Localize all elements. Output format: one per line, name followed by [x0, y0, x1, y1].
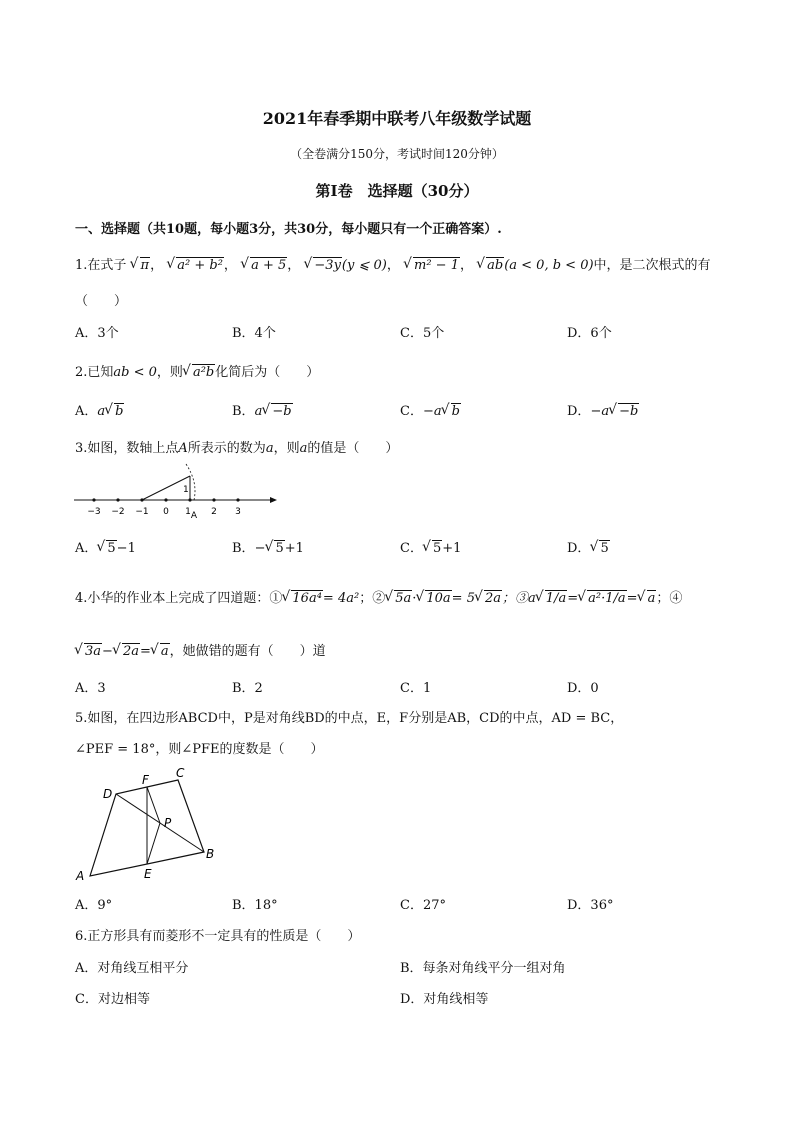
q4-option-d[interactable]: D．0	[567, 681, 599, 696]
question-2-stem: 2.已知ab < 0，则√ a²b化简后为（ ）	[75, 361, 319, 381]
tick-label: −1	[135, 507, 149, 517]
q2-option-a[interactable]: A．a√ b	[75, 400, 124, 420]
quadrilateral-figure	[72, 764, 222, 884]
q1-option-b[interactable]: B．4个	[232, 326, 276, 341]
segment-fp	[147, 787, 160, 823]
question-3-stem: 3.如图，数轴上点A所表示的数为a，则a的值是（ ）	[75, 441, 399, 456]
q4-option-c[interactable]: C．1	[400, 681, 432, 696]
question-5-line-1: 5.如图，在四边形ABCD中，P是对角线BD的中点，E，F分别是AB，CD的中点，AD = BC，	[75, 711, 624, 726]
question-5-line-2: ∠PEF = 18°，则∠PFE的度数是（ ）	[75, 742, 324, 757]
label-e: E	[144, 867, 152, 881]
question-4-line-1: 4.小华的作业本上完成了四道题：①√ 16a⁴= 4a²；②√ 5a·√ 10a= 5√ 2a；③a√ 1/a=√ a²·1/a=√ a；④	[75, 587, 682, 607]
tick-label: 2	[211, 507, 217, 517]
q4-option-a[interactable]: A．3	[75, 681, 106, 696]
label-a: A	[76, 869, 85, 883]
q6-option-a[interactable]: A．对角线互相平分	[75, 961, 189, 976]
q2-option-b[interactable]: B．a√ −b	[232, 400, 293, 420]
tick-label: 3	[235, 507, 241, 517]
question-1-stem: 1.在式子 √ π， √ a² + b²， √ a + 5， √ −3y(y ⩽ 0)， √ m² − 1， √ ab(a < 0, b < 0)中，是二次根式的有	[75, 254, 711, 274]
q3-option-c[interactable]: C．√ 5+1	[400, 537, 461, 557]
question-1-paren: （ ）	[75, 294, 128, 309]
label-d: D	[103, 787, 113, 801]
number-line-figure	[72, 462, 277, 522]
axis-arrow	[270, 497, 277, 503]
tick-label: 1	[185, 507, 191, 517]
tick-label: −2	[111, 507, 125, 517]
point-a-label: A	[190, 511, 198, 521]
q1-option-d[interactable]: D．6个	[567, 326, 612, 341]
exam-title: 2021年春季期中联考八年级数学试题	[262, 109, 532, 128]
exam-subtitle: （全卷满分150分，考试时间120分钟）	[290, 147, 504, 161]
q3-option-d[interactable]: D．√ 5	[567, 537, 610, 557]
q2-option-c[interactable]: C．−a√ b	[400, 400, 461, 420]
height-label: 1	[183, 485, 189, 495]
label-b: B	[206, 847, 215, 861]
label-p: P	[164, 816, 172, 830]
q5-option-d[interactable]: D．36°	[567, 898, 614, 913]
q1-option-a[interactable]: A．3个	[75, 326, 119, 341]
section-heading: 一、选择题（共10题，每小题3分，共30分，每小题只有一个正确答案）.	[75, 222, 502, 237]
q5-option-a[interactable]: A．9°	[75, 898, 113, 913]
q6-option-d[interactable]: D．对角线相等	[400, 992, 489, 1007]
q3-option-b[interactable]: B．−√ 5+1	[232, 537, 304, 557]
segment-ep	[147, 823, 160, 864]
q2-option-d[interactable]: D．−a√ −b	[567, 400, 639, 420]
q4-option-b[interactable]: B．2	[232, 681, 263, 696]
q1-option-c[interactable]: C．5个	[400, 326, 445, 341]
tick-label: −3	[87, 507, 101, 517]
tick-label: 0	[163, 507, 169, 517]
question-6-stem: 6.正方形具有而菱形不一定具有的性质是（ ）	[75, 929, 361, 944]
q3-option-a[interactable]: A．√ 5−1	[75, 537, 136, 557]
label-c: C	[176, 766, 185, 780]
label-f: F	[142, 773, 149, 787]
q6-option-c[interactable]: C．对边相等	[75, 992, 150, 1007]
q6-option-b[interactable]: B．每条对角线平分一组对角	[400, 961, 566, 976]
q5-option-b[interactable]: B．18°	[232, 898, 278, 913]
q5-option-c[interactable]: C．27°	[400, 898, 446, 913]
part-heading: 第Ⅰ卷 选择题（30分）	[315, 182, 479, 200]
question-4-line-2: √ 3a−√ 2a=√ a，她做错的题有（ ）道	[75, 640, 326, 660]
